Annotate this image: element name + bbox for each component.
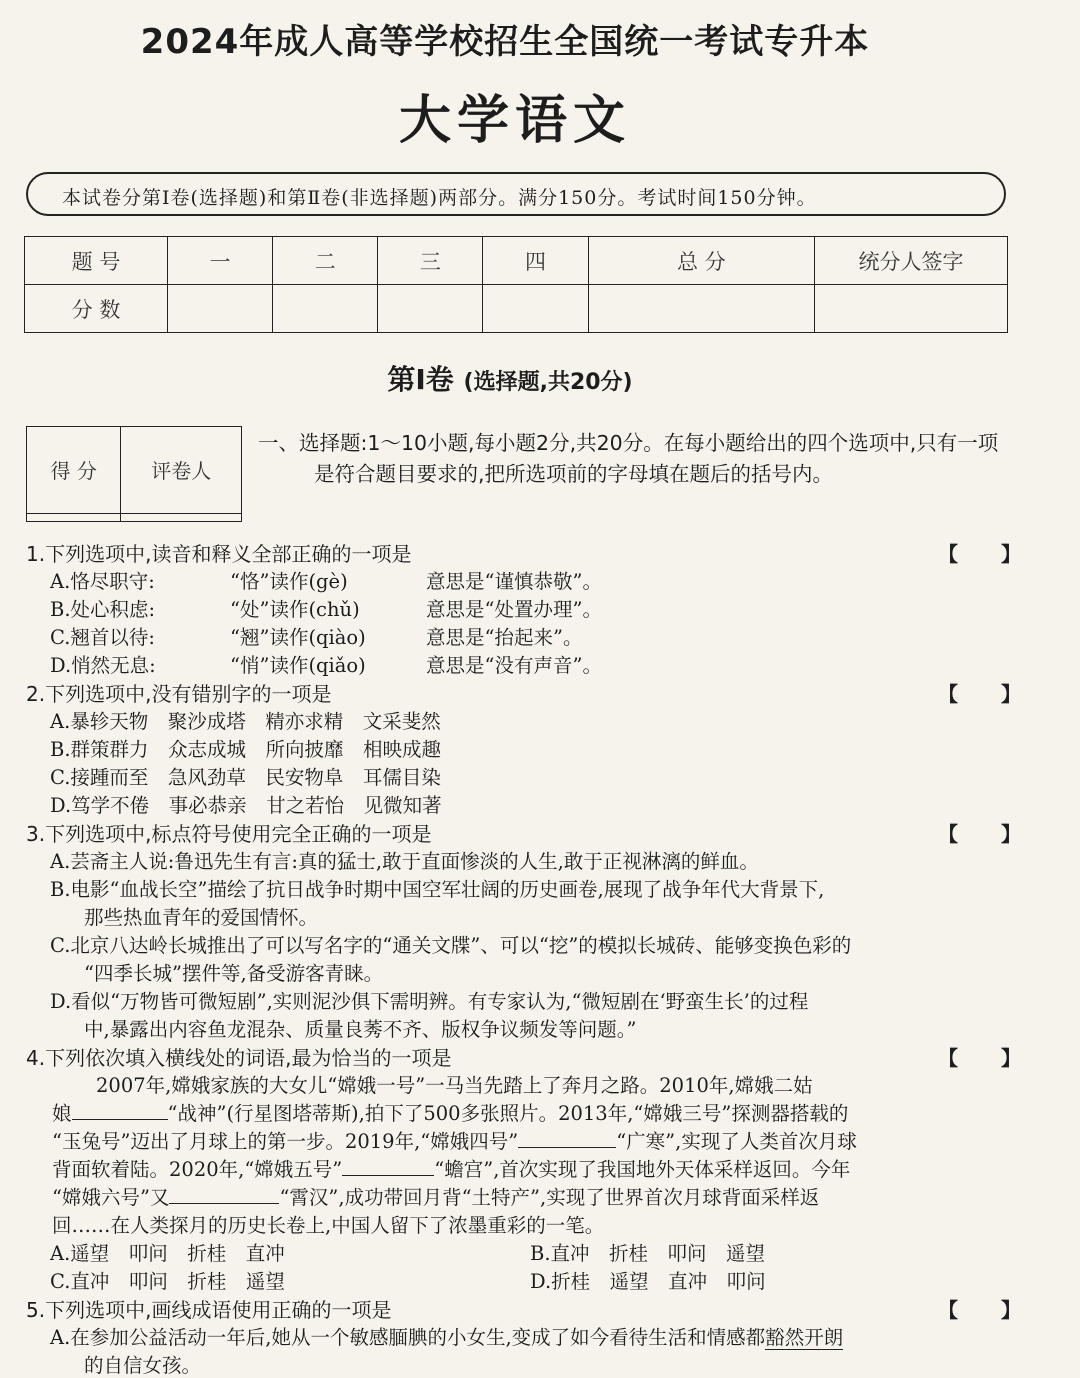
grader-input[interactable] bbox=[121, 513, 242, 521]
score-cell: 统分人签字 bbox=[815, 237, 1008, 285]
option: A.暴轸天物 聚沙成塔 精亦求精 文采斐然 bbox=[50, 710, 441, 733]
score-cell: 总 分 bbox=[588, 237, 814, 285]
passage-line: “玉兔号”迈出了月球上的第一步。2019年,“嫦娥四号” “广寒”,实现了人类首次月球 bbox=[52, 1130, 857, 1153]
answer-bracket[interactable]: 【 】 bbox=[938, 1298, 1039, 1322]
option: C.直冲 叩问 折桂 遥望 bbox=[50, 1270, 285, 1293]
score-input-cell[interactable] bbox=[483, 285, 588, 333]
score-input-cell[interactable] bbox=[168, 285, 273, 333]
option: D.看似“万物皆可微短剧”,实则泥沙俱下需明辨。有专家认为,“微短剧在‘野蛮生长’的过程 bbox=[50, 990, 809, 1013]
answer-bracket[interactable]: 【 】 bbox=[938, 542, 1039, 566]
score-cell: 题 号 bbox=[25, 237, 168, 285]
score-cell: 四 bbox=[483, 237, 588, 285]
notice-text: 本试卷分第Ⅰ卷(选择题)和第Ⅱ卷(非选择题)两部分。满分150分。考试时间150分钟。 bbox=[62, 187, 817, 209]
fill-blank[interactable] bbox=[342, 1157, 434, 1176]
passage-line: 娘 “战神”(行星图塔蒂斯),拍下了500多张照片。2013年,“嫦娥三号”探测器搭载的 bbox=[52, 1102, 849, 1125]
score-cell: 分 数 bbox=[25, 285, 168, 333]
option: A.遥望 叩问 折桂 直冲 bbox=[50, 1242, 285, 1265]
option: B.直冲 折桂 叩问 遥望 bbox=[530, 1242, 766, 1265]
answer-bracket[interactable]: 【 】 bbox=[938, 822, 1039, 846]
option: B.处心积虑: “处”读作(chǔ) 意思是“处置办理”。 bbox=[50, 598, 602, 621]
question-2-stem: 2.下列选项中,没有错别字的一项是 bbox=[26, 682, 332, 706]
option: D.笃学不倦 事必恭亲 甘之若怡 见微知著 bbox=[50, 794, 442, 817]
score-header-row bbox=[25, 237, 1008, 285]
passage-line: 回……在人类探月的历史长卷上,中国人留下了浓墨重彩的一笔。 bbox=[52, 1214, 605, 1237]
exam-notice bbox=[26, 172, 1006, 216]
score-input-cell[interactable] bbox=[588, 285, 814, 333]
section-instructions: 一、选择题:1～10小题,每小题2分,共20分。在每小题给出的四个选项中,只有一项是符合题目要求的,把所选项前的字母填在题后的括号内。 bbox=[258, 431, 999, 486]
passage-line: “嫦娥六号”又 “霄汉”,成功带回月背“土特产”,实现了世界首次月球背面采样返 bbox=[52, 1186, 820, 1209]
answer-bracket[interactable]: 【 】 bbox=[938, 1046, 1039, 1070]
underlined-idiom: 豁然开朗 bbox=[765, 1326, 844, 1349]
option: A.恪尽职守: “恪”读作(gè) 意思是“谨慎恭敬”。 bbox=[50, 570, 602, 593]
volume-heading bbox=[0, 358, 1020, 398]
grader-score-label: 得 分 bbox=[27, 427, 121, 514]
option-continued: “四季长城”摆件等,备受游客青睐。 bbox=[84, 962, 384, 985]
option-continued: 中,暴露出内容鱼龙混杂、质量良莠不齐、版权争议频发等问题。” bbox=[84, 1018, 637, 1041]
score-cell: 二 bbox=[273, 237, 378, 285]
fill-blank[interactable] bbox=[518, 1129, 616, 1148]
passage-line: 背面软着陆。2020年,“嫦娥五号” “蟾宫”,首次实现了我国地外天体采样返回。今年 bbox=[52, 1158, 851, 1181]
subject-title: 大学语文 bbox=[398, 91, 631, 151]
exam-title: 2024年成人高等学校招生全国统一考试专升本 bbox=[140, 22, 870, 62]
grader-label: 评卷人 bbox=[121, 427, 242, 514]
score-cell: 一 bbox=[168, 237, 273, 285]
option-continued: 那些热血青年的爱国情怀。 bbox=[84, 906, 319, 929]
fill-blank[interactable] bbox=[72, 1101, 168, 1120]
grader-table bbox=[26, 426, 242, 522]
score-value-row bbox=[25, 285, 1008, 333]
score-input-cell[interactable] bbox=[378, 285, 483, 333]
option-continued: 的自信女孩。 bbox=[84, 1354, 202, 1377]
question-3-stem: 3.下列选项中,标点符号使用完全正确的一项是 bbox=[26, 822, 432, 846]
grader-score-input[interactable] bbox=[27, 513, 121, 521]
answer-bracket[interactable]: 【 】 bbox=[938, 682, 1039, 706]
option: D.悄然无息: “悄”读作(qiǎo) 意思是“没有声音”。 bbox=[50, 654, 602, 677]
score-input-cell[interactable] bbox=[273, 285, 378, 333]
question-1-stem: 1.下列选项中,读音和释义全部正确的一项是 bbox=[26, 542, 412, 566]
option: C.北京八达岭长城推出了可以写名字的“通关文牒”、可以“挖”的模拟长城砖、能够变换色彩的 bbox=[50, 934, 852, 957]
option: B.电影“血战长空”描绘了抗日战争时期中国空军壮阔的历史画卷,展现了战争年代大背景下, bbox=[50, 878, 825, 901]
option: D.折桂 遥望 直冲 叩问 bbox=[530, 1270, 766, 1293]
score-table bbox=[24, 236, 1008, 333]
volume-title: 第Ⅰ卷 bbox=[387, 363, 454, 396]
passage-line: 2007年,嫦娥家族的大女儿“嫦娥一号”一马当先踏上了奔月之路。2010年,嫦娥二姑 bbox=[96, 1074, 813, 1097]
score-input-cell[interactable] bbox=[815, 285, 1008, 333]
question-4-stem: 4.下列依次填入横线处的词语,最为恰当的一项是 bbox=[26, 1046, 452, 1070]
score-cell: 三 bbox=[378, 237, 483, 285]
option: B.群策群力 众志成城 所向披靡 相映成趣 bbox=[50, 738, 442, 761]
option: C.接踵而至 急风劲草 民安物阜 耳儒目染 bbox=[50, 766, 441, 789]
question-5-stem: 5.下列选项中,画线成语使用正确的一项是 bbox=[26, 1298, 392, 1322]
volume-subtitle: (选择题,共20分) bbox=[463, 370, 633, 395]
fill-blank[interactable] bbox=[169, 1185, 279, 1204]
option: A.在参加公益活动一年后,她从一个敏感腼腆的小女生,变成了如今看待生活和情感都豁然开朗 bbox=[50, 1326, 844, 1349]
option: A.芸斋主人说:鲁迅先生有言:真的猛士,敢于直面惨淡的人生,敢于正视淋漓的鲜血。 bbox=[50, 850, 759, 873]
option: C.翘首以待: “翘”读作(qiào) 意思是“抬起来”。 bbox=[50, 626, 583, 649]
